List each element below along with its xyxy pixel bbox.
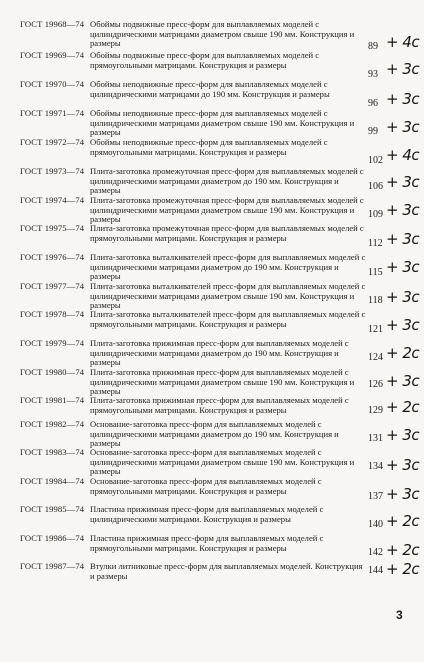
entry-title: Обоймы неподвижные пресс-форм для выплавляемых моделей с прямоугольными матрицами. Конструкция и размеры [90, 137, 328, 157]
entry-title: Плита-заготовка выталкивателей пресс-форм для выплавляемых моделей с прямоугольными матрицами. Конструкция и размеры [90, 309, 366, 329]
standard-code: ГОСТ 19972—74 [20, 137, 85, 147]
standard-code: ГОСТ 19983—74 [20, 447, 85, 457]
entry-title: Плита-заготовка прижимная пресс-форм для выплавляемых моделей с прямоугольными матрицами. Конструкция и размеры [90, 395, 349, 415]
standard-code: ГОСТ 19985—74 [20, 504, 85, 514]
page-ref: 134 [368, 461, 383, 472]
page-ref: 121 [368, 324, 383, 335]
handwritten-note: + 4с [386, 146, 420, 164]
standard-code: ГОСТ 19974—74 [20, 195, 85, 205]
standard-code: ГОСТ 19970—74 [20, 79, 85, 89]
entry-title: Основание-заготовка пресс-форм для выплавляемых моделей с цилиндрическими матрицами диаметром до 190 мм. Конструкция и размеры [90, 419, 339, 449]
page-ref: 99 [368, 126, 378, 137]
handwritten-note: + 2с [386, 560, 420, 578]
standard-code: ГОСТ 19978—74 [20, 309, 85, 319]
standard-code: ГОСТ 19982—74 [20, 419, 85, 429]
handwritten-note: + 3с [386, 456, 420, 474]
page-ref: 137 [368, 491, 383, 502]
standard-code: ГОСТ 19987—74 [20, 561, 85, 571]
entry-title: Основание-заготовка пресс-форм для выплавляемых моделей с цилиндрическими матрицами диаметром свыше 190 мм. Конструкция и размеры [90, 447, 355, 477]
entry-title: Плита-заготовка промежуточная пресс-форм для выплавляемых моделей с цилиндрическими матрицами диаметром до 190 мм. Конструкция и размеры [90, 166, 364, 196]
page-ref: 109 [368, 209, 383, 220]
entry-title: Плита-заготовка промежуточная пресс-форм для выплавляемых моделей с цилиндрическими матрицами диаметром свыше 190 мм. Конструкция и размеры [90, 195, 364, 225]
page-ref: 126 [368, 379, 383, 390]
entry-title: Пластина прижимная пресс-форм для выплавляемых моделей с цилиндрическими матрицами. Конструкция и размеры [90, 504, 324, 524]
page-ref: 89 [368, 41, 378, 52]
entry-title: Втулки литниковые пресс-форм для выплавляемых моделей. Конструкция и размеры [90, 561, 363, 581]
page-ref: 144 [368, 565, 383, 576]
entry-title: Плита-заготовка прижимная пресс-форм для выплавляемых моделей с цилиндрическими матрицами диаметром до 190 мм. Конструкция и размеры [90, 338, 349, 368]
entry-title: Плита-заготовка выталкивателей пресс-форм для выплавляемых моделей с цилиндрическими матрицами диаметром свыше 190 мм. Конструкция и размеры [90, 281, 366, 311]
handwritten-note: + 3с [386, 372, 420, 390]
page-ref: 140 [368, 519, 383, 530]
entry-title: Обоймы подвижные пресс-форм для выплавляемых моделей с цилиндрическими матрицами диаметром свыше 190 мм. Конструкция и размеры [90, 19, 355, 49]
entry-title: Основание-заготовка пресс-форм для выплавляемых моделей с прямоугольными матрицами. Конструкция и размеры [90, 476, 322, 496]
standard-code: ГОСТ 19986—74 [20, 533, 85, 543]
entry-title: Плита-заготовка выталкивателей пресс-форм для выплавляемых моделей с цилиндрическими матрицами диаметром до 190 мм. Конструкция и размеры [90, 252, 366, 282]
entry-title: Пластина прижимная пресс-форм для выплавляемых моделей с прямоугольными матрицами. Конструкция и размеры [90, 533, 324, 553]
handwritten-note: + 2с [386, 541, 420, 559]
handwritten-note: + 3с [386, 90, 420, 108]
standard-code: ГОСТ 19968—74 [20, 19, 85, 29]
handwritten-note: + 2с [386, 344, 420, 362]
entry-title: Обоймы подвижные пресс-форм для выплавляемых моделей с прямоугольными матрицами. Конструкция и размеры [90, 50, 320, 70]
handwritten-note: + 3с [386, 173, 420, 191]
standard-code: ГОСТ 19977—74 [20, 281, 85, 291]
standard-code: ГОСТ 19975—74 [20, 223, 85, 233]
handwritten-note: + 3с [386, 258, 420, 276]
handwritten-note: + 3с [386, 485, 420, 503]
handwritten-note: + 3с [386, 201, 420, 219]
handwritten-note: + 3с [386, 426, 420, 444]
handwritten-note: + 2с [386, 512, 420, 530]
handwritten-note: + 3с [386, 230, 420, 248]
handwritten-note: + 3с [386, 316, 420, 334]
page-ref: 118 [368, 295, 383, 306]
page-ref: 124 [368, 352, 383, 363]
standard-code: ГОСТ 19973—74 [20, 166, 85, 176]
page-ref: 142 [368, 547, 383, 558]
page-ref: 131 [368, 433, 383, 444]
handwritten-note: + 3с [386, 288, 420, 306]
page-ref: 115 [368, 267, 383, 278]
page-ref: 93 [368, 69, 378, 80]
entry-title: Обоймы неподвижные пресс-форм для выплавляемых моделей с цилиндрическими матрицами до 190 мм. Конструкция и размеры [90, 79, 330, 99]
page-ref: 96 [368, 98, 378, 109]
standard-code: ГОСТ 19984—74 [20, 476, 85, 486]
entry-title: Плита-заготовка прижимная пресс-форм для выплавляемых моделей с цилиндрическими матрицами диаметром свыше 190 мм. Конструкция и размеры [90, 367, 355, 397]
standard-code: ГОСТ 19971—74 [20, 108, 85, 118]
handwritten-note: + 3с [386, 118, 420, 136]
handwritten-note: + 3с [386, 60, 420, 78]
standard-code: ГОСТ 19981—74 [20, 395, 85, 405]
page-ref: 129 [368, 405, 383, 416]
entry-title: Плита-заготовка промежуточная пресс-форм для выплавляемых моделей с прямоугольными матрицами. Конструкция и размеры [90, 223, 364, 243]
handwritten-note: + 2с [386, 398, 420, 416]
standard-code: ГОСТ 19979—74 [20, 338, 85, 348]
standard-code: ГОСТ 19969—74 [20, 50, 85, 60]
entry-title: Обоймы неподвижные пресс-форм для выплавляемых моделей с цилиндрическими матрицами диаметром свыше 190 мм. Конструкция и размеры [90, 108, 355, 138]
handwritten-note: + 4с [386, 33, 420, 51]
page-number: 3 [396, 608, 403, 622]
standard-code: ГОСТ 19980—74 [20, 367, 85, 377]
page-ref: 106 [368, 181, 383, 192]
page-ref: 102 [368, 155, 383, 166]
page-ref: 112 [368, 238, 383, 249]
standard-code: ГОСТ 19976—74 [20, 252, 85, 262]
